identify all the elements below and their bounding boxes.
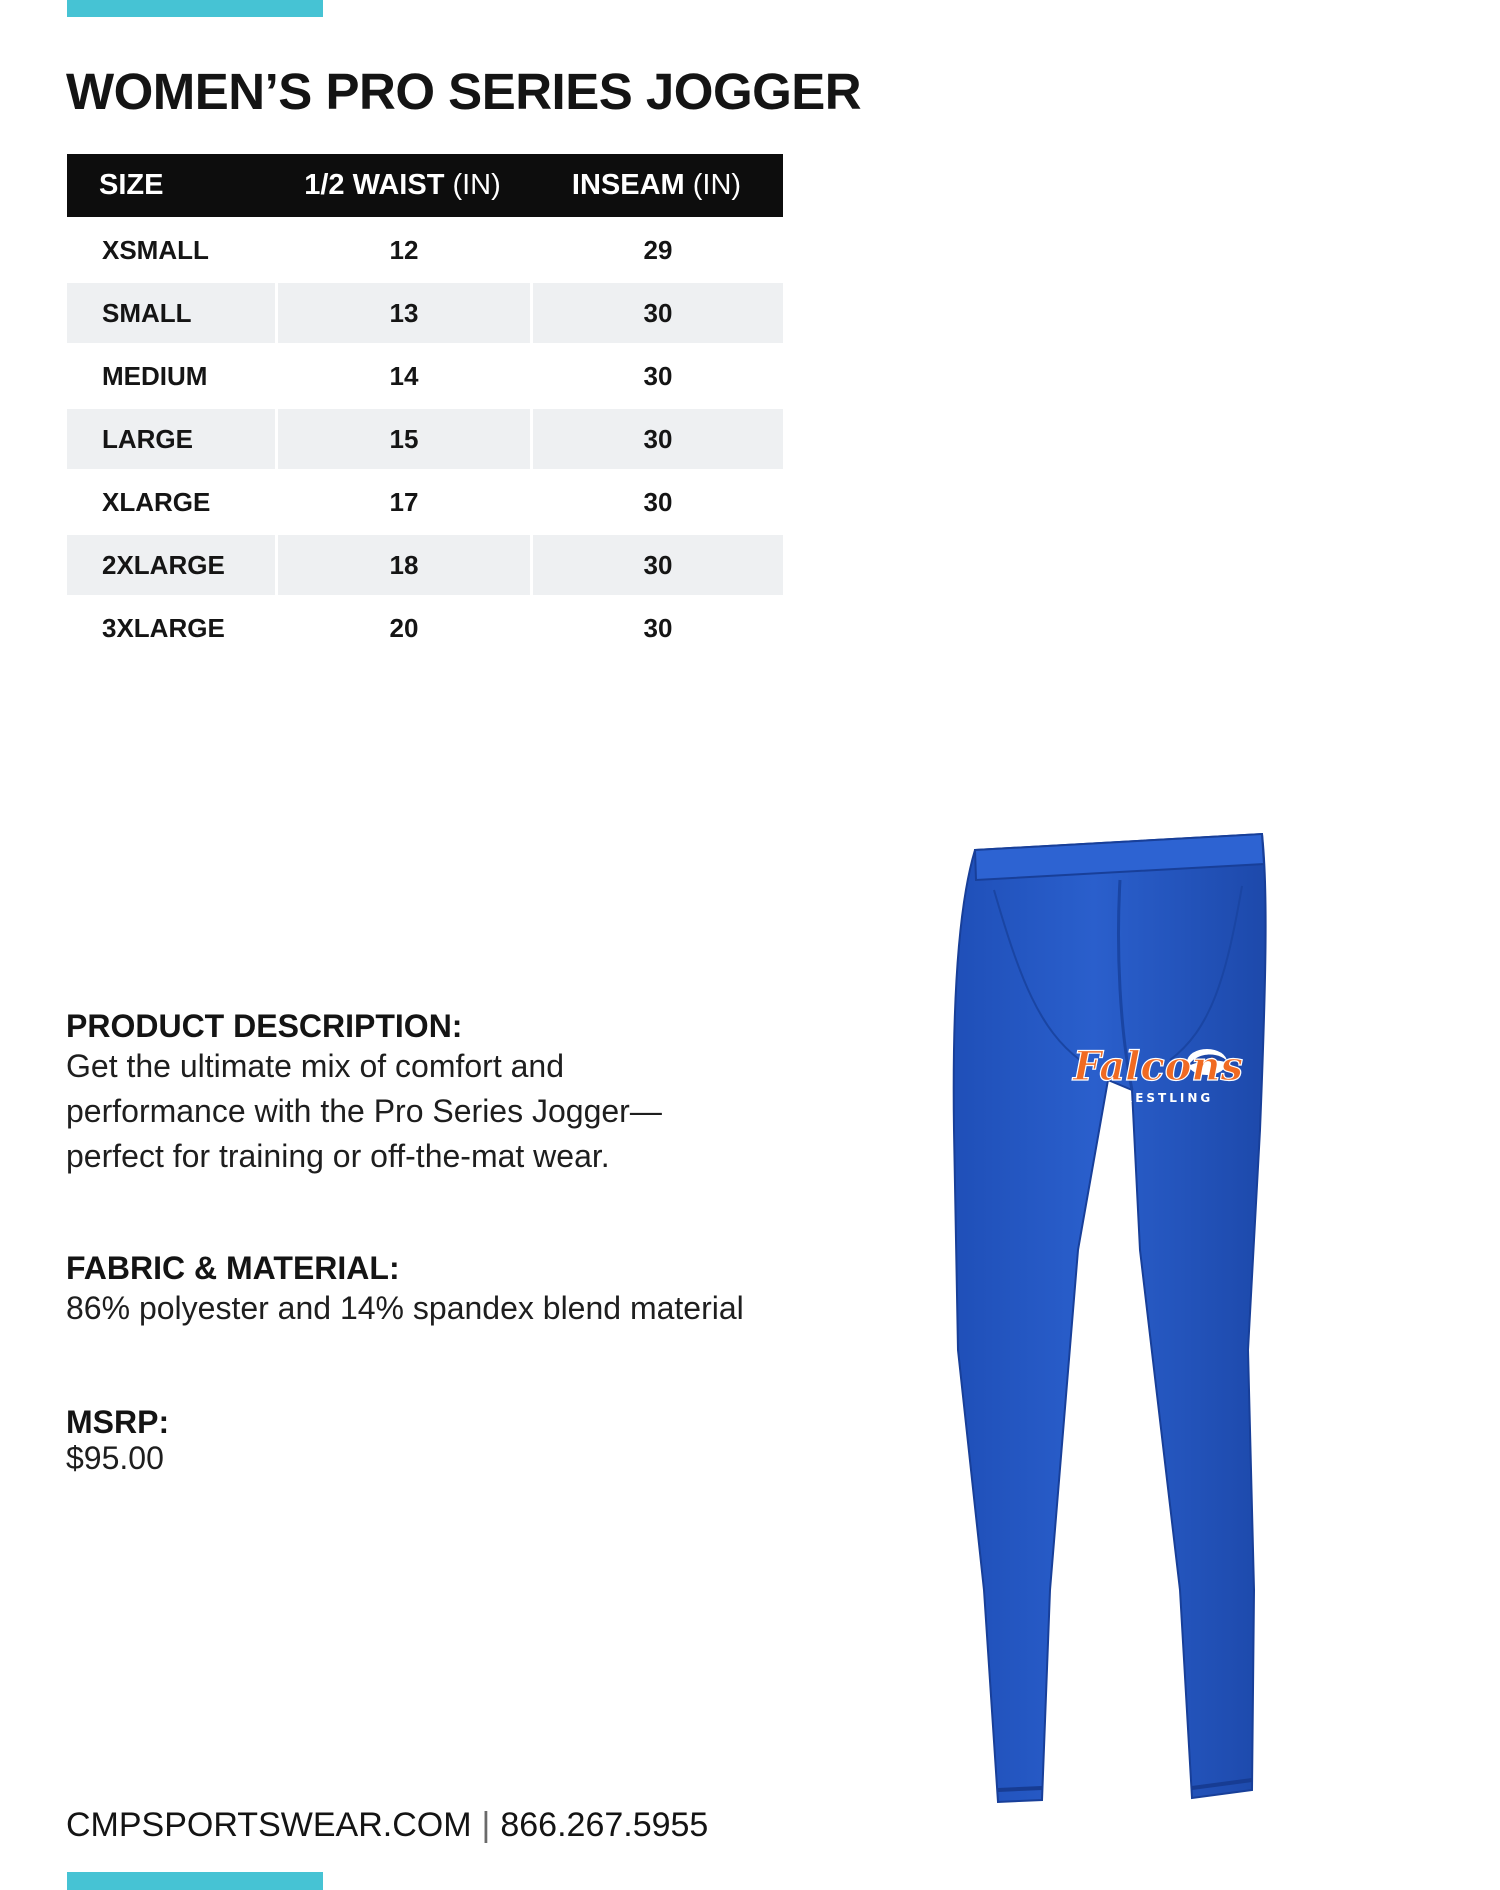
top-accent-bar [67,0,323,17]
jogger-product-image [930,830,1310,1820]
table-row [67,280,783,343]
waist-cell: 12 [275,217,530,280]
waist-cell: 18 [275,532,530,595]
table-row [67,469,783,532]
msrp-price: $95.00 [66,1440,164,1476]
inseam-cell: 30 [530,280,783,343]
table-row [67,595,783,658]
product-description-section [66,1008,746,1179]
size-cell: MEDIUM [67,343,275,406]
logo-subtext: WRESTLING [1106,1091,1214,1105]
inseam-cell: 30 [530,406,783,469]
size-cell: SMALL [67,280,275,343]
inseam-cell: 30 [530,532,783,595]
page-title: WOMEN’S PRO SERIES JOGGER [66,63,862,120]
size-cell: 2XLARGE [67,532,275,595]
size-cell: 3XLARGE [67,595,275,658]
waist-cell: 13 [275,280,530,343]
inseam-cell: 30 [530,343,783,406]
table-row [67,343,783,406]
inseam-cell: 29 [530,217,783,280]
inseam-cell: 30 [530,595,783,658]
jogger-pants-shape [954,834,1266,1802]
fabric-text: 86% polyester and 14% spandex blend material [66,1290,744,1326]
size-cell: XSMALL [67,217,275,280]
bottom-accent-bar [67,1872,323,1890]
waist-cell: 17 [275,469,530,532]
msrp-section [66,1404,746,1476]
header-inseam: INSEAM (IN) [530,154,783,217]
header-half-waist: 1/2 WAIST (IN) [275,154,530,217]
table-row [67,406,783,469]
inseam-cell: 30 [530,469,783,532]
website-link[interactable]: CMPSPORTSWEAR.COM [66,1806,472,1844]
footer-contact [66,1806,708,1845]
table-row [67,217,783,280]
waist-cell: 15 [275,406,530,469]
header-size: SIZE [67,154,275,217]
phone-number[interactable]: 866.267.5955 [500,1806,709,1844]
waist-cell: 20 [275,595,530,658]
product-description-text: Get the ultimate mix of comfort and performance with the Pro Series Jogger—perfect for training or off-the-mat wear. [66,1048,662,1174]
fabric-heading: FABRIC & MATERIAL: [66,1250,400,1286]
size-cell: LARGE [67,406,275,469]
table-header-row [67,154,783,217]
logo-script-text: Falcons [1073,1043,1243,1090]
size-chart-table [67,154,783,658]
footer-separator: | [481,1806,491,1844]
size-cell: XLARGE [67,469,275,532]
waist-cell: 14 [275,343,530,406]
table-row [67,532,783,595]
fabric-section [66,1250,746,1331]
product-description-heading: PRODUCT DESCRIPTION: [66,1008,463,1044]
msrp-heading: MSRP: [66,1404,170,1440]
